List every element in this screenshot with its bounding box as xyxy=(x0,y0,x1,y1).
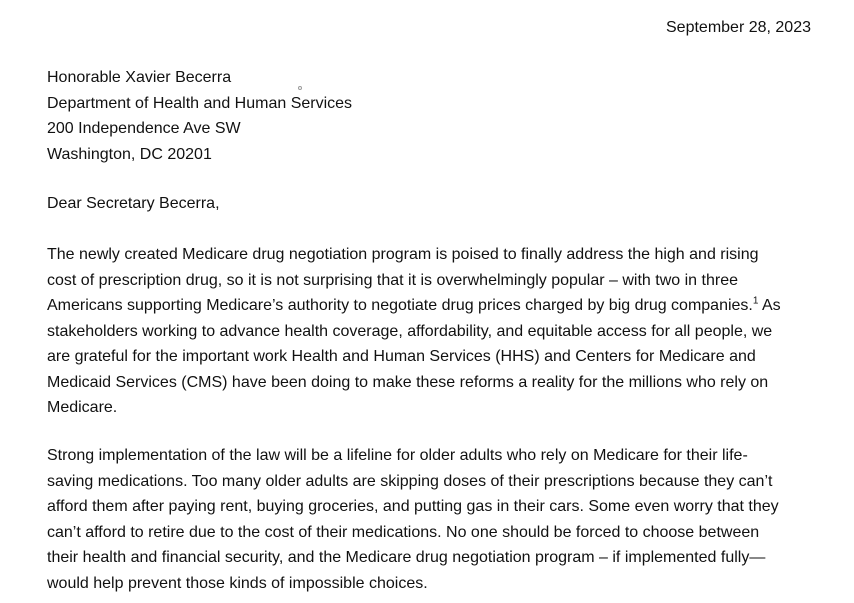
paragraph-line: would help prevent those kinds of impossible choices. xyxy=(47,574,428,592)
paragraph-line: Strong implementation of the law will be a lifeline for older adults who rely on Medicare for their life- xyxy=(47,447,748,464)
paragraph-1 xyxy=(47,242,817,421)
recipient-department: Department of Health and Human Services xyxy=(47,94,353,112)
recipient-name: Honorable Xavier Becerra xyxy=(47,69,232,86)
paragraph-line xyxy=(47,293,817,319)
paragraph-line: The newly created Medicare drug negotiation program is poised to finally address the high and rising xyxy=(47,246,759,263)
paragraph-text: Americans supporting Medicare’s authority to negotiate drug prices charged by big drug companies. xyxy=(47,297,753,314)
paragraph-line: Medicaid Services (CMS) have been doing to make these reforms a reality for the millions who rely on xyxy=(47,373,769,391)
paragraph-line: saving medications. Too many older adults are skipping doses of their prescriptions because they can’t xyxy=(47,472,773,490)
paragraph-line: are grateful for the important work Health and Human Services (HHS) and Centers for Medicare and xyxy=(47,348,756,365)
paragraph-2 xyxy=(47,443,817,596)
paragraph-line: their health and financial security, and the Medicare drug negotiation program – if implemented fully— xyxy=(47,549,766,566)
letter-date: September 28, 2023 xyxy=(666,19,811,36)
recipient-street: 200 Independence Ave SW xyxy=(47,120,241,137)
recipient-city: Washington, DC 20201 xyxy=(47,145,212,163)
paragraph-line: Medicare. xyxy=(47,399,118,416)
paragraph-line: afford them after paying rent, buying groceries, and putting gas in their cars. Some even worry that they xyxy=(47,498,779,515)
paragraph-text: As xyxy=(758,297,781,314)
cursor-marker xyxy=(298,86,302,90)
salutation: Dear Secretary Becerra, xyxy=(47,195,220,212)
paragraph-line: can’t afford to retire due to the cost of their medications. No one should be forced to choose between xyxy=(47,523,760,541)
footnote-reference[interactable]: 1 xyxy=(752,295,759,307)
paragraph-line: cost of prescription drug, so it is not surprising that it is overwhelmingly popular – with two in three xyxy=(47,271,738,289)
recipient-address xyxy=(47,65,352,167)
paragraph-line: stakeholders working to advance health coverage, affordability, and equitable access for all people, we xyxy=(47,322,773,340)
